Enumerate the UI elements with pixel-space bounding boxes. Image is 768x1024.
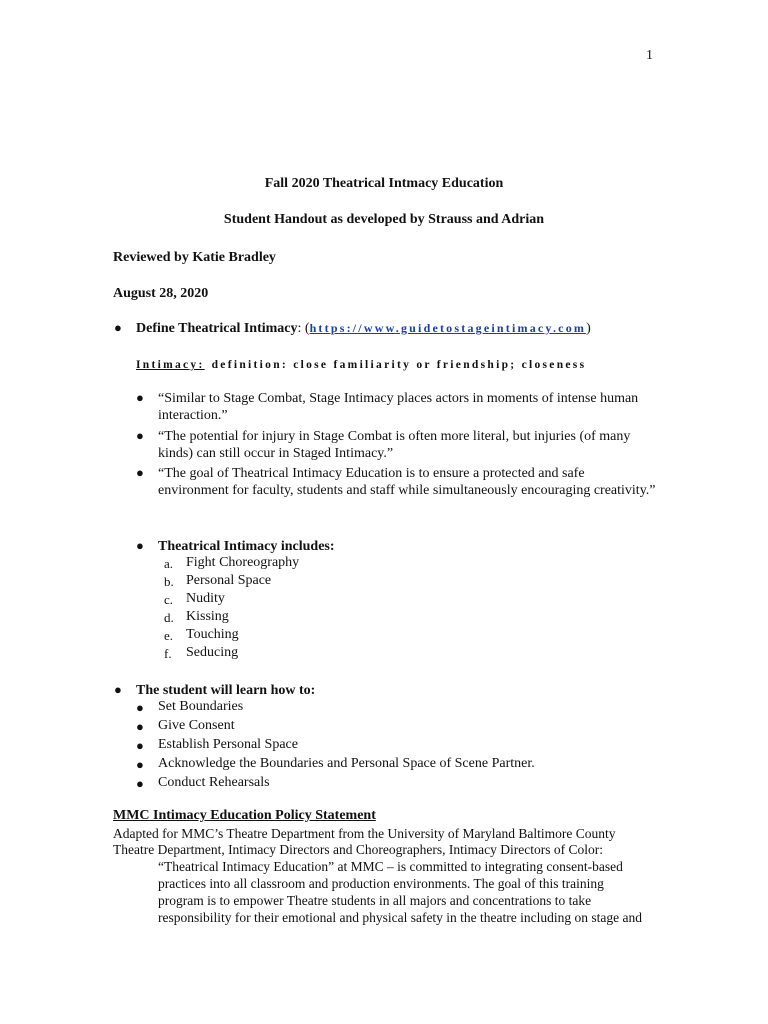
bullet-icon: ● xyxy=(136,465,144,480)
list-item: Seducing xyxy=(186,645,239,660)
bullet-icon: ● xyxy=(114,682,122,697)
define-close: ) xyxy=(586,321,591,336)
list-item: Acknowledge the Boundaries and Personal Space of Scene Partner. xyxy=(158,756,535,771)
reviewed-by: Reviewed by Katie Bradley xyxy=(113,250,276,265)
list-item: Conduct Rehearsals xyxy=(158,775,270,790)
quote-item: “The potential for injury in Stage Combat is often more literal, but injuries (of many kinds) can still occur in Staged Intimacy.” xyxy=(158,429,631,461)
intimacy-definition xyxy=(136,356,586,374)
document-subtitle: Student Handout as developed by Strauss and Adrian xyxy=(223,212,545,227)
bullet-icon: ● xyxy=(136,776,144,791)
list-item: Kissing xyxy=(186,609,229,624)
list-item: Give Consent xyxy=(158,718,235,733)
list-marker: b. xyxy=(164,574,174,589)
bullet-icon: ● xyxy=(136,700,144,715)
policy-body-line: program is to empower Theatre students in all majors and concentrations to take xyxy=(158,893,592,908)
policy-body-line: responsibility for their emotional and physical safety in the theatre including on stage and xyxy=(158,910,642,925)
list-marker: e. xyxy=(164,628,174,643)
bullet-icon: ● xyxy=(136,428,144,443)
includes-heading: Theatrical Intimacy includes: xyxy=(158,539,335,554)
bullet-icon: ● xyxy=(136,538,144,553)
policy-heading: MMC Intimacy Education Policy Statement xyxy=(113,808,376,823)
intimacy-term: Intimacy: xyxy=(136,359,205,371)
list-item: Establish Personal Space xyxy=(158,737,298,752)
policy-body-line: “Theatrical Intimacy Education” at MMC – is committed to integrating consent-based xyxy=(158,859,623,874)
list-item: Nudity xyxy=(186,591,225,606)
quote-item: “The goal of Theatrical Intimacy Education is to ensure a protected and safe environment for faculty, students and staff while simultaneously encouraging creativity.” xyxy=(158,466,656,498)
list-item: Personal Space xyxy=(186,573,272,588)
list-marker: c. xyxy=(164,592,174,607)
learn-heading: The student will learn how to: xyxy=(136,683,316,698)
policy-intro-line: Adapted for MMC’s Theatre Department from the University of Maryland Baltimore County xyxy=(113,826,616,841)
bullet-icon: ● xyxy=(114,320,122,335)
intimacy-definition-text: definition: close familiarity or friendship; closeness xyxy=(211,359,587,371)
quote-item: “Similar to Stage Combat, Stage Intimacy places actors in moments of intense human interaction.” xyxy=(158,391,639,423)
document-title: Fall 2020 Theatrical Intmacy Education xyxy=(264,176,504,191)
date: August 28, 2020 xyxy=(113,286,209,301)
list-item: Touching xyxy=(186,627,239,642)
define-label: Define Theatrical Intimacy xyxy=(136,321,298,336)
bullet-icon: ● xyxy=(136,738,144,753)
list-marker: d. xyxy=(164,610,174,625)
list-item: Set Boundaries xyxy=(158,699,244,714)
define-line xyxy=(136,320,591,337)
bullet-icon: ● xyxy=(136,390,144,405)
policy-intro-line: Theatre Department, Intimacy Directors and Choreographers, Intimacy Directors of Color: xyxy=(113,842,603,857)
list-item: Fight Choreography xyxy=(186,555,300,570)
intimacy-website-link[interactable]: https://www.guidetostageintimacy.com xyxy=(309,321,587,335)
list-marker: a. xyxy=(164,556,174,571)
define-colon: : ( xyxy=(297,321,310,336)
bullet-icon: ● xyxy=(136,719,144,734)
page-number: 1 xyxy=(646,48,653,63)
policy-body-line: practices into all classroom and production environments. The goal of this training xyxy=(158,876,604,891)
bullet-icon: ● xyxy=(136,757,144,772)
list-marker: f. xyxy=(164,646,172,661)
